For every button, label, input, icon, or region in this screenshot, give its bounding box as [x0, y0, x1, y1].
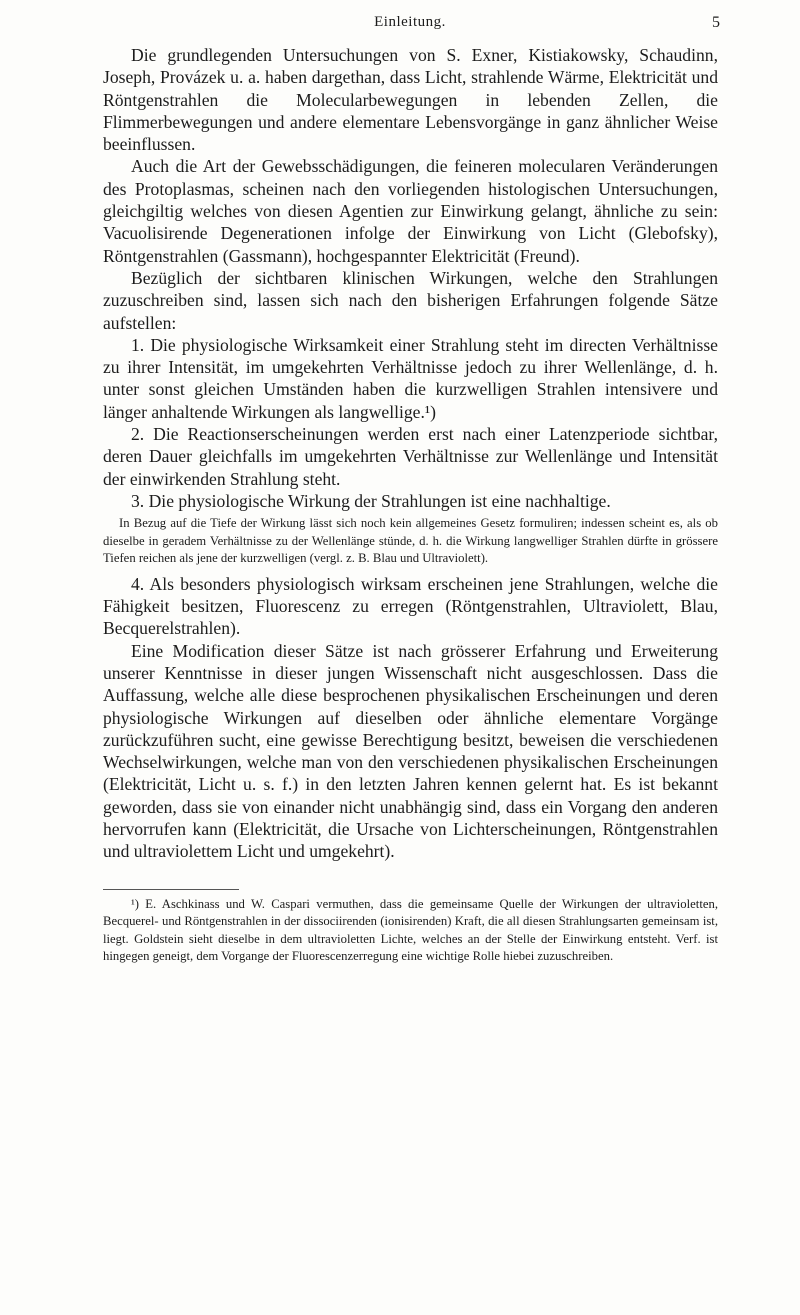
paragraph-tissue-damage: Auch die Art der Gewebsschädigungen, die feineren molecularen Veränderungen des Protoplasmas, scheinen nach den vorliegenden histologischen Untersuchungen, gleichgiltig welches von diesen Agentien zur Einwirkung gelangt, ähnliche zu sein: Vacuolisirende Degenerationen infolge der Einwirkung von Licht (Glebofsky), Röntgenstrahlen (Gassmann), hochgespannter Elektricität (Freund). [103, 156, 718, 266]
footnote-rule [103, 889, 239, 890]
page-number: 5 [712, 14, 720, 31]
running-head: Einleitung. [374, 14, 446, 30]
depth-note: In Bezug auf die Tiefe der Wirkung lässt sich noch kein allgemeines Gesetz formuliren; indessen scheint es, als ob dieselbe in geradem Verhältnisse zu der Wellenlänge stünde, d. h. die Wirkung langwelliger Strahlen dürfte in grössere Tiefen reichen als jene der kurzwelligen (vergl. z. B. Blau und Ultraviolett). [103, 516, 718, 566]
thesis-1: 1. Die physiologische Wirksamkeit einer Strahlung steht im directen Verhältnisse zu ihrer Intensität, im umgekehrten Verhältnisse jedoch zu ihrer Wellenlänge, d. h. unter sonst gleichen Umständen haben die kurzwelligen Strahlen intensivere und länger anhaltende Wirkungen als langwellige.¹) [103, 334, 718, 422]
thesis-3: 3. Die physiologische Wirkung der Strahlungen ist eine nachhaltige. [131, 490, 611, 511]
thesis-4: 4. Als besonders physiologisch wirksam erscheinen jene Strahlungen, welche die Fähigkeit besitzen, Fluorescenz zu erregen (Röntgenstrahlen, Ultraviolett, Blau, Becquerelstrahlen). [103, 573, 718, 639]
thesis-2: 2. Die Reactionserscheinungen werden erst nach einer Latenzperiode sichtbar, deren Dauer gleichfalls im umgekehrten Verhältnisse zur Wellenlänge und Intensität der einwirkenden Strahlung steht. [103, 424, 718, 489]
paragraph-conclusion: Eine Modification dieser Sätze ist nach grösserer Erfahrung und Erweiterung unserer Kenntnisse in dieser jungen Wissenschaft nicht ausgeschlossen. Dass die Auffassung, welche alle diese besprochenen physikalischen Erscheinungen und deren physiologische Wirkungen auf dieselben oder ähnliche elementare Vorgänge zurückzuführen sucht, eine gewisse Berechtigung besitzt, beweisen die verschiedenen Wechselwirkungen, welche man von den verschiedenen physikalischen Erscheinungen (Elektricität, Licht u. s. f.) in den letzten Jahren kennen gelernt hat. Es ist bekannt geworden, dass sie von einander nicht unabhängig sind, dass ein Vorgang den anderen hervorrufen kann (Elektricität, die Ursache von Lichterscheinungen, Röntgenstrahlen und ultraviolettem Licht und umgekehrt). [103, 640, 718, 862]
paragraph-intro: Die grundlegenden Untersuchungen von S. Exner, Kistiakowsky, Schaudinn, Joseph, Provázek u. a. haben dargethan, dass Licht, strahlende Wärme, Elektricität und Röntgenstrahlen die Molecularbewegungen in lebenden Zellen, die Flimmerbewegungen und andere elementare Lebensvorgänge in ganz ähnlicher Weise beeinflussen. [103, 45, 718, 155]
paragraph-clinical-effects: Bezüglich der sichtbaren klinischen Wirkungen, welche den Strahlungen zuzuschreiben sind, lassen sich nach den bisherigen Erfahrungen folgende Sätze aufstellen: [103, 267, 718, 333]
main-text [103, 44, 718, 966]
page-header [100, 14, 720, 36]
footnote: ¹) E. Aschkinass und W. Caspari vermuthen, dass die gemeinsame Quelle der Wirkungen der ultravioletten, Becquerel- und Röntgenstrahlen in der dissociirenden (ionisirenden) Kraft, die all diesen Strahlungsarten gemeinsam ist, liegt. Goldstein sieht dieselbe in dem ultravioletten Lichte, welches an der Stelle der Einwirkung entsteht. Verf. ist hingegen geneigt, dem Vorgange der Fluorescenzerregung eine wichtige Rolle hiebei zuzuschreiben. [103, 896, 718, 964]
